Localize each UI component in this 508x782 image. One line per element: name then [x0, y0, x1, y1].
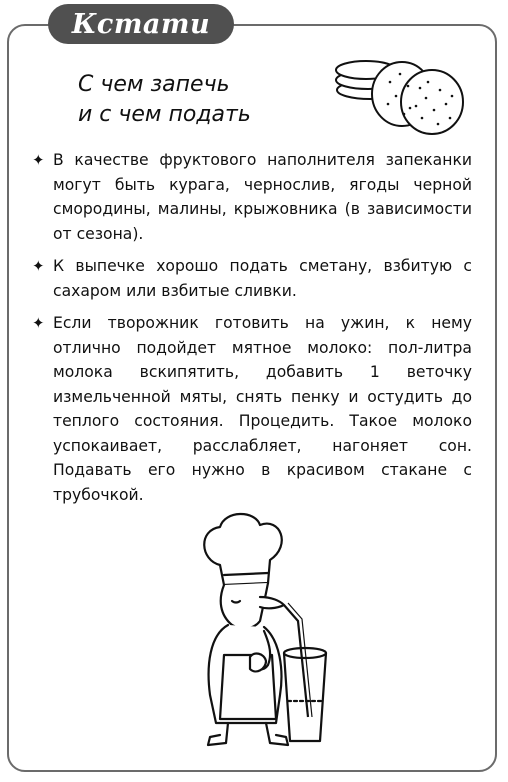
chef-with-glass-icon — [180, 505, 340, 750]
four-point-star-icon: ✦ — [32, 257, 45, 275]
pancakes-icon — [330, 52, 470, 142]
section-badge — [48, 4, 234, 44]
list-item — [32, 148, 472, 246]
tips-list — [32, 148, 472, 515]
tip-text: Если творожник готовить на ужин, к нему отлично подойдет мятное молоко: пол-литра молока вскипятить, добавить 1 веточку измельченной мяты, снять пенку и остудить до теплого состояния. Процедить. Такое молоко успокаивает, расслабляет, нагоняет сон. Подавать его нужно в красивом стакане с трубочкой. — [53, 314, 472, 504]
list-item — [32, 254, 472, 303]
list-item — [32, 311, 472, 507]
heading-line-1: С чем запечь — [78, 72, 230, 97]
heading-line-2: и с чем подать — [78, 102, 251, 127]
four-point-star-icon: ✦ — [32, 314, 45, 332]
badge-label: Кстати — [71, 8, 211, 40]
four-point-star-icon: ✦ — [32, 151, 45, 169]
tip-text: В качестве фруктового наполнителя запеканки могут быть курага, чернослив, ягоды черной смородины, малины, крыжовника (в зависимости от сезона). — [53, 151, 472, 243]
tip-text: К выпечке хорошо подать сметану, взбитую с сахаром или взбитые сливки. — [53, 257, 472, 300]
section-heading — [78, 70, 318, 130]
